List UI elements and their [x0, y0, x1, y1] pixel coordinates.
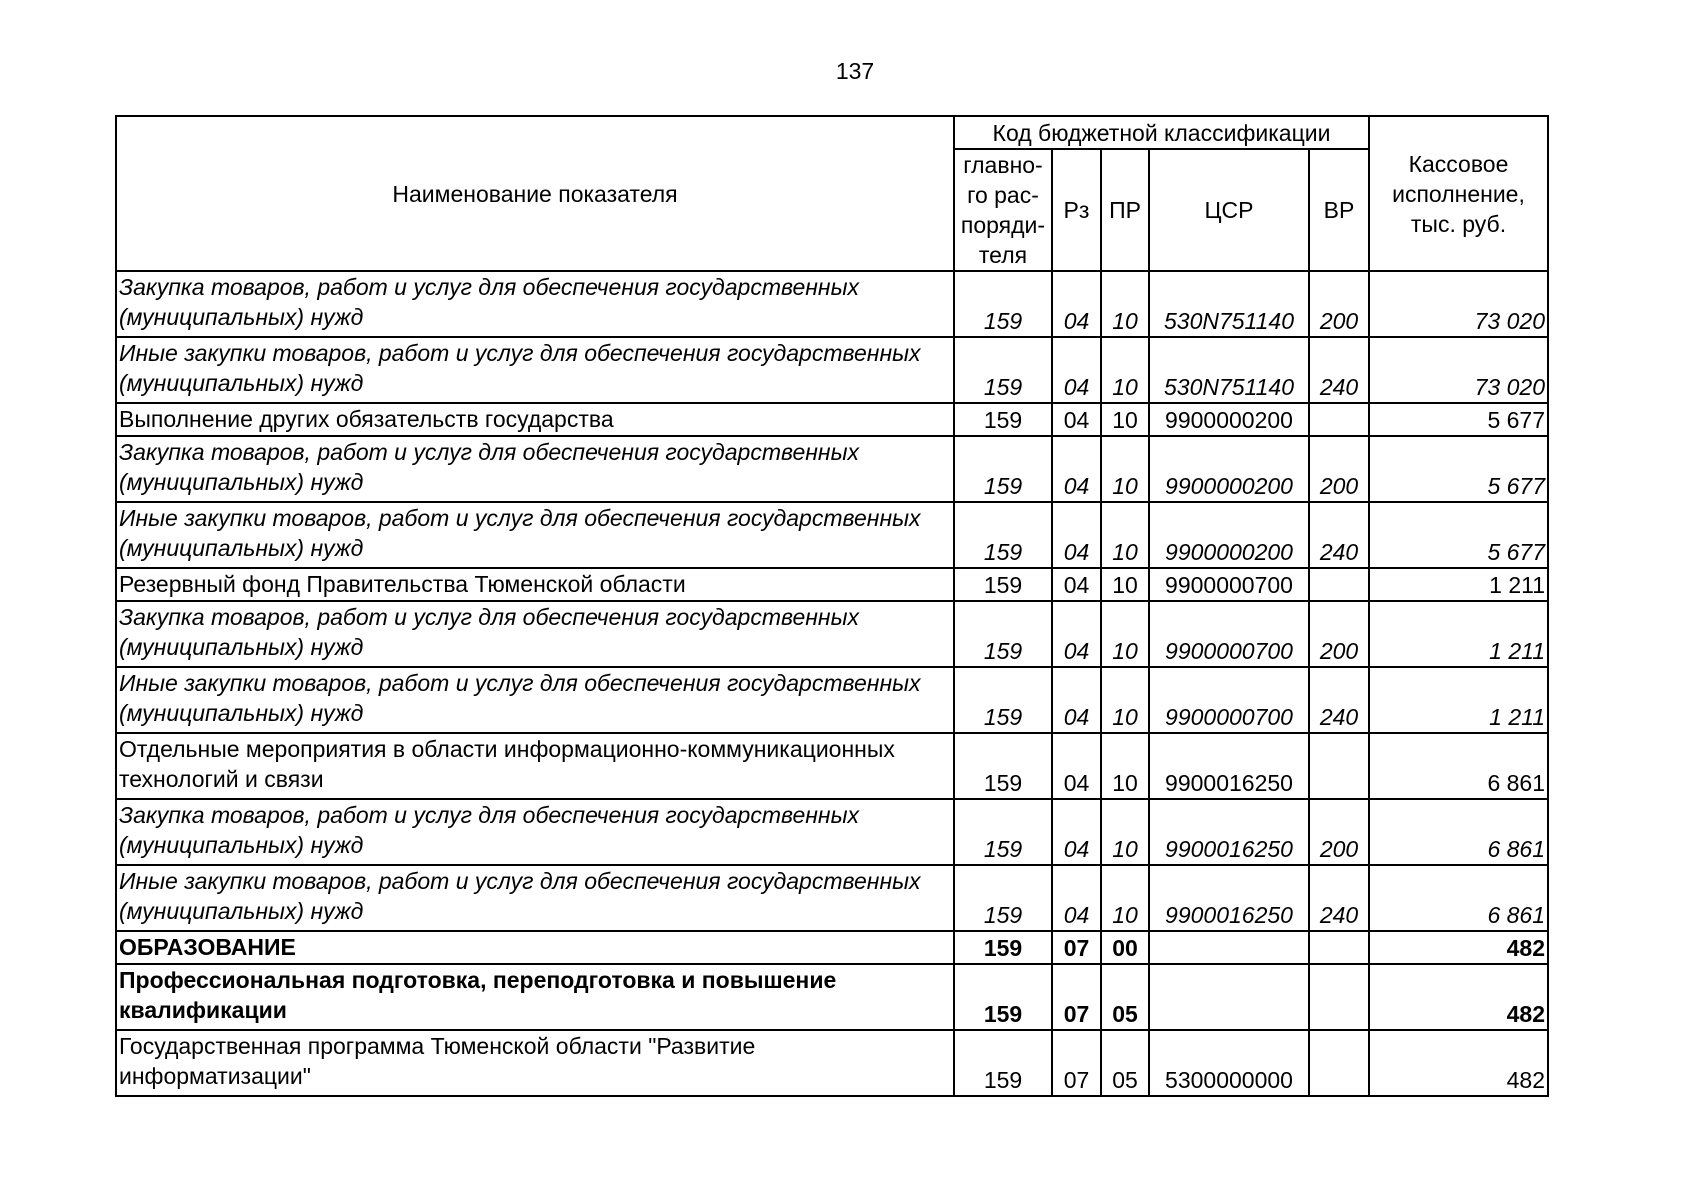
header-vr-label: ВР	[1323, 197, 1355, 223]
header-amount-label: Кассовое исполнение, тыс. руб.	[1392, 150, 1525, 237]
row-csr-cell: 9900000700	[1149, 601, 1309, 667]
row-rz-cell: 07	[1052, 1030, 1101, 1096]
row-glavnogo-cell: 159	[954, 337, 1052, 403]
row-amount-cell: 5 677	[1369, 502, 1548, 568]
table-row	[116, 502, 1548, 568]
row-rz-cell: 04	[1052, 799, 1101, 865]
row-amount-cell: 73 020	[1369, 337, 1548, 403]
row-pr-cell: 05	[1101, 1030, 1149, 1096]
row-rz-cell: 07	[1052, 931, 1101, 964]
row-pr-cell: 10	[1101, 601, 1149, 667]
row-vr-cell: 200	[1309, 436, 1369, 502]
row-pr-cell: 10	[1101, 337, 1149, 403]
row-glavnogo-cell: 159	[954, 436, 1052, 502]
row-csr-cell	[1149, 931, 1309, 964]
row-vr-cell	[1309, 1030, 1369, 1096]
row-name-cell: Государственная программа Тюменской области "Развитие информатизации"	[116, 1030, 954, 1096]
row-amount-cell: 6 861	[1369, 865, 1548, 931]
table-row	[116, 436, 1548, 502]
row-vr-cell: 240	[1309, 337, 1369, 403]
header-name	[116, 116, 954, 271]
row-csr-cell: 9900016250	[1149, 865, 1309, 931]
row-pr-cell: 10	[1101, 436, 1149, 502]
row-glavnogo-cell: 159	[954, 931, 1052, 964]
row-rz-cell: 04	[1052, 337, 1101, 403]
row-glavnogo-cell: 159	[954, 865, 1052, 931]
row-vr-cell: 240	[1309, 865, 1369, 931]
row-glavnogo-cell: 159	[954, 733, 1052, 799]
row-name-cell: Выполнение других обязательств государства	[116, 403, 954, 436]
row-csr-cell	[1149, 964, 1309, 1030]
row-glavnogo-cell: 159	[954, 799, 1052, 865]
table-row	[116, 271, 1548, 337]
row-vr-cell: 200	[1309, 799, 1369, 865]
row-csr-cell: 530N751140	[1149, 337, 1309, 403]
row-name-cell: Закупка товаров, работ и услуг для обеспечения государственных (муниципальных) нужд	[116, 601, 954, 667]
row-vr-cell	[1309, 964, 1369, 1030]
row-amount-cell: 482	[1369, 964, 1548, 1030]
row-glavnogo-cell: 159	[954, 1030, 1052, 1096]
row-amount-cell: 73 020	[1369, 271, 1548, 337]
row-vr-cell	[1309, 733, 1369, 799]
row-rz-cell: 04	[1052, 271, 1101, 337]
page-number: 137	[835, 58, 875, 84]
row-amount-cell: 1 211	[1369, 568, 1548, 601]
header-rz-label: Рз	[1063, 197, 1090, 223]
row-pr-cell: 10	[1101, 568, 1149, 601]
row-name-cell: Отдельные мероприятия в области информационно-коммуникационных технологий и связи	[116, 733, 954, 799]
row-csr-cell: 9900016250	[1149, 733, 1309, 799]
row-glavnogo-cell: 159	[954, 403, 1052, 436]
row-csr-cell: 9900000200	[1149, 403, 1309, 436]
table-row	[116, 799, 1548, 865]
row-pr-cell: 10	[1101, 865, 1149, 931]
table-body	[116, 271, 1548, 1096]
row-name-cell: Закупка товаров, работ и услуг для обеспечения государственных (муниципальных) нужд	[116, 271, 954, 337]
row-csr-cell: 9900000700	[1149, 667, 1309, 733]
header-code-group	[954, 116, 1369, 149]
row-csr-cell: 9900016250	[1149, 799, 1309, 865]
row-glavnogo-cell: 159	[954, 502, 1052, 568]
header-name-label: Наименование показателя	[392, 180, 678, 207]
table-row	[116, 403, 1548, 436]
row-vr-cell	[1309, 568, 1369, 601]
row-glavnogo-cell: 159	[954, 271, 1052, 337]
row-name-cell: Иные закупки товаров, работ и услуг для обеспечения государственных (муниципальных) нужд	[116, 865, 954, 931]
row-vr-cell: 240	[1309, 502, 1369, 568]
header-glavnogo	[954, 149, 1052, 271]
row-csr-cell: 9900000700	[1149, 568, 1309, 601]
row-vr-cell: 200	[1309, 271, 1369, 337]
table-row	[116, 964, 1548, 1030]
row-glavnogo-cell: 159	[954, 601, 1052, 667]
row-amount-cell: 1 211	[1369, 601, 1548, 667]
table-row	[116, 865, 1548, 931]
row-name-cell: Закупка товаров, работ и услуг для обеспечения государственных (муниципальных) нужд	[116, 799, 954, 865]
row-pr-cell: 10	[1101, 799, 1149, 865]
row-pr-cell: 05	[1101, 964, 1149, 1030]
row-pr-cell: 10	[1101, 502, 1149, 568]
row-amount-cell: 6 861	[1369, 799, 1548, 865]
row-vr-cell: 200	[1309, 601, 1369, 667]
row-pr-cell: 10	[1101, 403, 1149, 436]
row-name-cell: Иные закупки товаров, работ и услуг для обеспечения государственных (муниципальных) нужд	[116, 337, 954, 403]
row-amount-cell: 1 211	[1369, 667, 1548, 733]
header-pr	[1101, 149, 1149, 271]
row-glavnogo-cell: 159	[954, 667, 1052, 733]
row-pr-cell: 10	[1101, 271, 1149, 337]
row-amount-cell: 5 677	[1369, 436, 1548, 502]
row-amount-cell: 6 861	[1369, 733, 1548, 799]
row-rz-cell: 04	[1052, 601, 1101, 667]
budget-table	[115, 115, 1549, 1097]
row-csr-cell: 5300000000	[1149, 1030, 1309, 1096]
row-glavnogo-cell: 159	[954, 568, 1052, 601]
header-rz	[1052, 149, 1101, 271]
row-rz-cell: 04	[1052, 403, 1101, 436]
table-row	[116, 667, 1548, 733]
header-glavnogo-label: главно- го рас- поряди- теля	[960, 152, 1046, 268]
row-vr-cell	[1309, 403, 1369, 436]
row-amount-cell: 482	[1369, 931, 1548, 964]
row-name-cell: Иные закупки товаров, работ и услуг для обеспечения государственных (муниципальных) нужд	[116, 667, 954, 733]
table-row	[116, 733, 1548, 799]
header-amount	[1369, 116, 1548, 271]
row-amount-cell: 482	[1369, 1030, 1548, 1096]
table-row	[116, 568, 1548, 601]
row-rz-cell: 04	[1052, 502, 1101, 568]
table-row	[116, 931, 1548, 964]
row-rz-cell: 04	[1052, 436, 1101, 502]
row-glavnogo-cell: 159	[954, 964, 1052, 1030]
row-rz-cell: 04	[1052, 733, 1101, 799]
row-name-cell: Профессиональная подготовка, переподготовка и повышение квалификации	[116, 964, 954, 1030]
row-csr-cell: 9900000200	[1149, 436, 1309, 502]
header-csr	[1149, 149, 1309, 271]
row-name-cell: ОБРАЗОВАНИЕ	[116, 931, 954, 964]
row-rz-cell: 04	[1052, 865, 1101, 931]
row-name-cell: Резервный фонд Правительства Тюменской области	[116, 568, 954, 601]
row-rz-cell: 07	[1052, 964, 1101, 1030]
table-row	[116, 337, 1548, 403]
row-name-cell: Закупка товаров, работ и услуг для обеспечения государственных (муниципальных) нужд	[116, 436, 954, 502]
row-vr-cell	[1309, 931, 1369, 964]
row-pr-cell: 10	[1101, 667, 1149, 733]
header-code-group-label: Код бюджетной классификации	[992, 119, 1331, 146]
row-rz-cell: 04	[1052, 667, 1101, 733]
header-pr-label: ПР	[1109, 197, 1141, 223]
row-pr-cell: 10	[1101, 733, 1149, 799]
row-pr-cell: 00	[1101, 931, 1149, 964]
row-vr-cell: 240	[1309, 667, 1369, 733]
row-amount-cell: 5 677	[1369, 403, 1548, 436]
row-csr-cell: 9900000200	[1149, 502, 1309, 568]
header-vr	[1309, 149, 1369, 271]
row-csr-cell: 530N751140	[1149, 271, 1309, 337]
table-row	[116, 1030, 1548, 1096]
row-name-cell: Иные закупки товаров, работ и услуг для обеспечения государственных (муниципальных) нужд	[116, 502, 954, 568]
header-csr-label: ЦСР	[1204, 197, 1254, 223]
row-rz-cell: 04	[1052, 568, 1101, 601]
table-row	[116, 601, 1548, 667]
